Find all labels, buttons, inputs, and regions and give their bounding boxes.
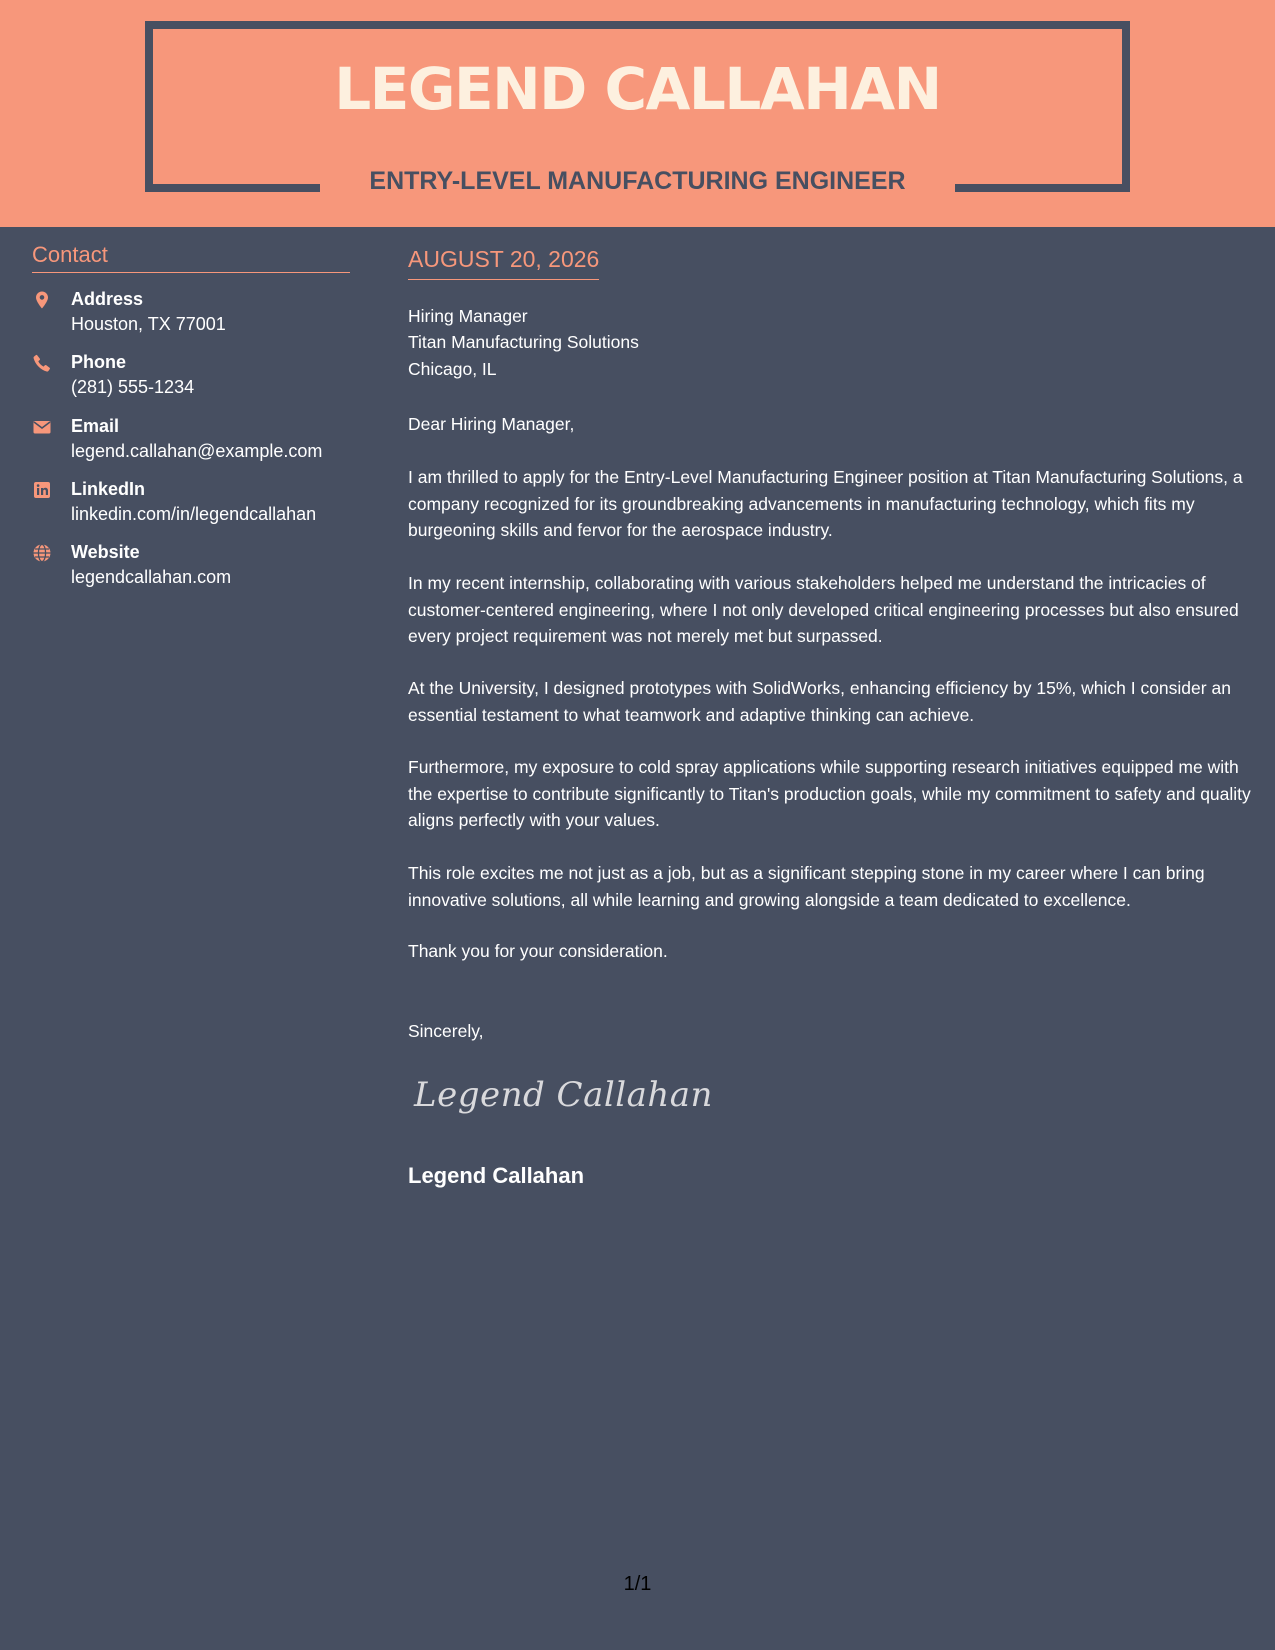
applicant-name: LEGEND CALLAHAN — [334, 55, 941, 123]
contact-label: Email — [71, 416, 120, 436]
contact-label: Address — [71, 289, 144, 309]
letter-paragraph: At the University, I designed prototypes with SolidWorks, enhancing efficiency by 15%, which I consider an essential testament to what teamwork and adaptive thinking can achieve. — [408, 678, 1231, 725]
contact-value: legendcallahan.com — [71, 567, 232, 587]
contact-label: LinkedIn — [71, 479, 146, 499]
letter-paragraph: Thank you for your consideration. — [408, 941, 668, 961]
letter-paragraph: In my recent internship, collaborating with various stakeholders helped me understand the intricacies of customer-centered engineering, where I not only developed critical engineering processes but also ensured every project requirement was not merely met but surpassed. — [408, 573, 1239, 646]
salutation: Dear Hiring Manager, — [408, 414, 575, 434]
header-frame-right — [1122, 21, 1130, 192]
globe-icon — [32, 543, 52, 563]
letter-paragraph: Furthermore, my exposure to cold spray applications while supporting research initiatives equipped me with the expertise to contribute significantly to Titan's production goals, while my commitment to safety and quality aligns perfectly with your values. — [408, 757, 1251, 830]
header-frame-bottom-right — [955, 184, 1130, 192]
header-frame-bottom-left — [145, 184, 320, 192]
contact-label: Phone — [71, 352, 127, 372]
letter-paragraph: This role excites me not just as a job, but as a significant stepping stone in my career where I can bring innovative solutions, all while learning and growing alongside a team dedicated to excellence. — [408, 863, 1205, 910]
contact-value: Houston, TX 77001 — [71, 314, 226, 334]
recipient-line: Titan Manufacturing Solutions — [408, 332, 639, 352]
recipient-line: Hiring Manager — [408, 306, 528, 326]
signer-name: Legend Callahan — [408, 1163, 585, 1188]
header-frame-top — [145, 21, 1130, 29]
header-banner — [0, 0, 1275, 227]
recipient-line: Chicago, IL — [408, 359, 497, 379]
header-frame-left — [145, 21, 153, 192]
contact-value: (281) 555-1234 — [71, 377, 195, 397]
map-pin-icon — [32, 290, 52, 310]
contact-heading: Contact — [32, 242, 350, 273]
contact-label: Website — [71, 542, 140, 562]
contact-value: legend.callahan@example.com — [71, 441, 323, 461]
closing: Sincerely, — [408, 1021, 484, 1041]
phone-icon — [32, 353, 52, 373]
linkedin-icon — [32, 480, 52, 500]
handwritten-signature: Legend Callahan — [414, 1075, 713, 1115]
letter-paragraph: I am thrilled to apply for the Entry-Level Manufacturing Engineer position at Titan Manufacturing Solutions, a company recognized for its groundbreaking advancements in manufacturing technology, which fits my burgeoning skills and fervor for the aerospace industry. — [408, 467, 1243, 540]
page-number: 1/1 — [623, 1573, 652, 1595]
letter-date: AUGUST 20, 2026 — [408, 246, 599, 280]
envelope-icon — [32, 417, 52, 437]
contact-value: linkedin.com/in/legendcallahan — [71, 504, 317, 524]
job-title: ENTRY-LEVEL MANUFACTURING ENGINEER — [369, 167, 906, 195]
